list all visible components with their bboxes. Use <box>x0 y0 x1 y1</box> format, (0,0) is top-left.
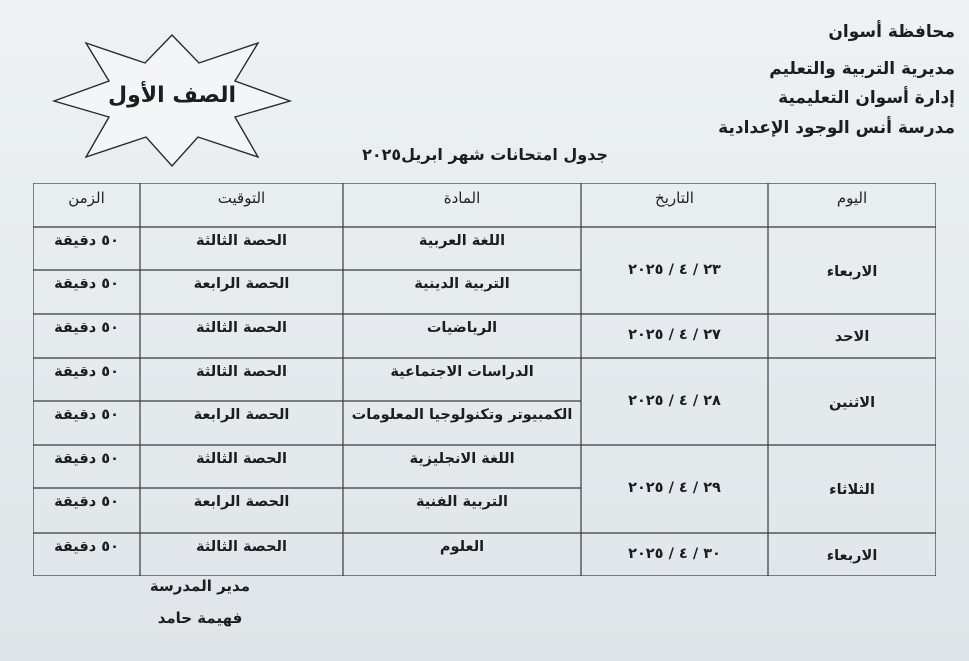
exam-date: ٢٩ / ٤ / ٢٠٢٥ <box>628 480 721 496</box>
exam-date: ٢٨ / ٤ / ٢٠٢٥ <box>628 392 721 409</box>
exam-timing: الحصة الرابعة <box>193 407 290 423</box>
directorate-line: مديرية التربية والتعليم <box>769 59 955 79</box>
exam-date: ٢٣ / ٤ / ٢٠٢٥ <box>628 261 721 278</box>
exam-duration: ٥٠ دقيقة <box>54 407 119 423</box>
header-subject: المادة <box>443 189 481 207</box>
exam-timing: الحصة الثالثة <box>196 233 287 249</box>
exam-timing: الحصة الثالثة <box>196 320 287 336</box>
exam-subject: الرياضيات <box>426 320 498 336</box>
exam-subject: التربية الدينية <box>414 276 510 292</box>
exam-subject: اللغة الانجليزية <box>409 451 515 467</box>
exam-day: الاربعاء <box>826 263 878 280</box>
header-duration: الزمن <box>68 189 105 207</box>
exam-day: الاثنين <box>828 394 876 411</box>
governorate-line: محافظة أسوان <box>828 22 955 42</box>
exam-duration: ٥٠ دقيقة <box>54 364 119 380</box>
exam-date: ٢٧ / ٤ / ٢٠٢٥ <box>628 327 721 343</box>
administration-line: إدارة أسوان التعليمية <box>778 88 955 108</box>
exam-duration: ٥٠ دقيقة <box>54 539 119 555</box>
exam-timing: الحصة الرابعة <box>193 494 290 510</box>
school-name-line: مدرسة أنس الوجود الإعدادية <box>718 118 955 138</box>
exam-day: الاربعاء <box>826 547 878 564</box>
principal-title: مدير المدرسة <box>149 577 250 595</box>
exam-timing: الحصة الرابعة <box>193 276 290 292</box>
grade-badge <box>52 33 292 168</box>
exam-schedule-table <box>33 183 936 576</box>
exam-timing: الحصة الثالثة <box>196 539 287 555</box>
table-title: جدول امتحانات شهر ابريل٢٠٢٥ <box>362 145 608 164</box>
grade-badge-label: الصف الأول <box>107 83 237 108</box>
exam-date: ٣٠ / ٤ / ٢٠٢٥ <box>628 545 721 562</box>
exam-day: الاحد <box>834 329 870 345</box>
exam-duration: ٥٠ دقيقة <box>54 233 119 249</box>
header-timing: التوقيت <box>217 189 266 207</box>
exam-timing: الحصة الثالثة <box>196 451 287 467</box>
exam-duration: ٥٠ دقيقة <box>54 276 119 292</box>
exam-subject: اللغة العربية <box>418 233 506 249</box>
exam-duration: ٥٠ دقيقة <box>54 494 119 510</box>
exam-day: الثلاثاء <box>829 482 875 498</box>
header-date: التاريخ <box>655 189 694 207</box>
principal-name: فهيمة حامد <box>157 609 243 627</box>
header-day: اليوم <box>836 189 868 207</box>
exam-subject: العلوم <box>439 539 485 555</box>
exam-subject: الكمبيوتر وتكنولوجيا المعلومات <box>351 407 573 423</box>
exam-subject: الدراسات الاجتماعية <box>390 364 534 380</box>
exam-duration: ٥٠ دقيقة <box>54 320 119 336</box>
exam-duration: ٥٠ دقيقة <box>54 451 119 467</box>
exam-timing: الحصة الثالثة <box>196 364 287 380</box>
exam-subject: التربية الفنية <box>415 494 509 510</box>
